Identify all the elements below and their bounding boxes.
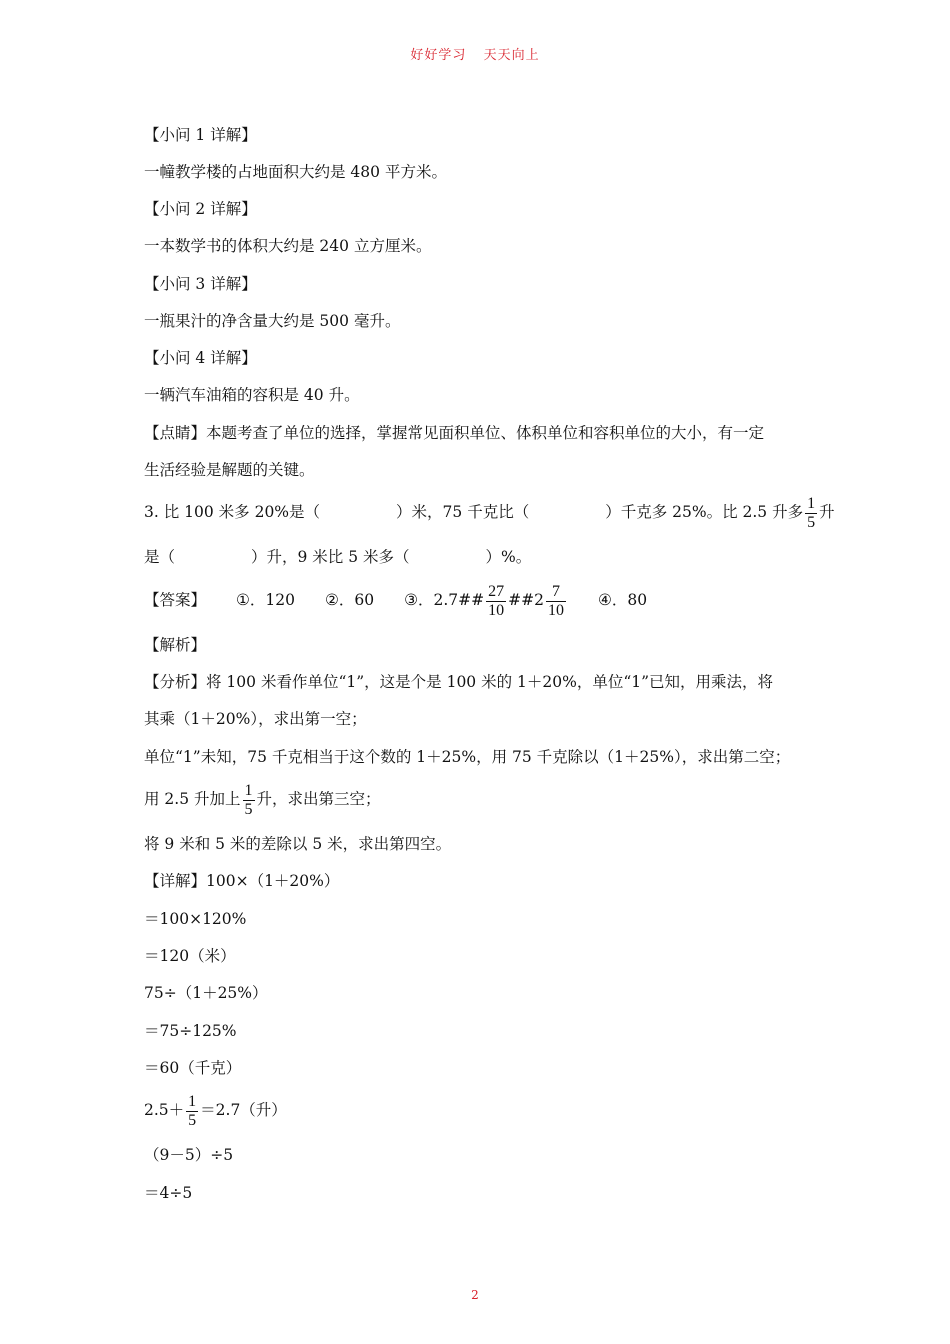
analysis-line4-b: 升，求出第三空；	[256, 790, 381, 808]
detail-line-3: ＝120（米）	[144, 947, 236, 965]
detail-line7-b: ＝2.7（升）	[200, 1101, 287, 1119]
comment-line-2: 生活经验是解题的关键。	[144, 461, 315, 479]
detail-line-2: ＝100×120%	[144, 910, 247, 928]
analysis-line-3: 单位“1”未知，75 千克相当于这个数的 1＋25%，用 75 千克除以（1＋25%），求出第二空；	[144, 748, 791, 766]
fraction-denominator: 10	[548, 601, 564, 619]
q4-text: 一辆汽车油箱的容积是 40 升。	[144, 386, 360, 404]
answer-line	[144, 580, 647, 620]
fraction-numerator: 1	[188, 1092, 197, 1110]
page-number: 2	[471, 1288, 479, 1302]
answer-3-mid: ##2	[508, 591, 544, 609]
detail-line-9: ＝4÷5	[144, 1184, 193, 1202]
header-left-text: 好好学习	[410, 48, 467, 63]
detail-line7-a: 2.5＋	[144, 1101, 185, 1119]
fraction-numerator: 1	[807, 494, 816, 512]
fraction-one-fifth	[186, 1093, 198, 1130]
fraction-7-10	[546, 583, 566, 620]
answer-3-prefix: ③．2.7##	[404, 591, 485, 609]
fraction-denominator: 5	[244, 800, 253, 818]
fraction-denominator: 10	[488, 601, 505, 619]
header-right-text: 天天向上	[483, 48, 540, 63]
analysis-line-4	[144, 779, 381, 819]
problem3-part-b: ）米，75 千克比（	[396, 503, 530, 521]
problem3-part-c: ）千克多 25%。比 2.5 升多	[605, 503, 804, 521]
page-header	[0, 44, 950, 63]
q1-title: 【小问 1 详解】	[144, 126, 257, 144]
fraction-27-10	[486, 583, 506, 620]
problem3-part-a: 3. 比 100 米多 20%是（	[144, 503, 321, 521]
answer-label: 【答案】	[144, 591, 207, 609]
q3-text: 一瓶果汁的净含量大约是 500 毫升。	[144, 312, 401, 330]
detail-line-8: （9－5）÷5	[144, 1146, 234, 1164]
analysis-line4-a: 用 2.5 升加上	[144, 790, 241, 808]
detail-line-4: 75÷（1＋25%）	[144, 984, 268, 1002]
problem3-line-2	[144, 546, 531, 568]
fraction-one-fifth	[805, 495, 817, 532]
problem3-line2-b: ）升，9 米比 5 米多（	[251, 548, 410, 566]
problem3-line2-a: 是（	[144, 548, 176, 566]
analysis-line-2: 其乘（1＋20%），求出第一空；	[144, 710, 367, 728]
fraction-numerator: 7	[546, 583, 566, 602]
detail-line-5: ＝75÷125%	[144, 1022, 237, 1040]
problem3-line-1	[144, 492, 835, 532]
answer-2: ②．60	[325, 591, 375, 609]
detail-line-1: 【详解】100×（1＋20%）	[144, 872, 340, 890]
answer-1: ①．120	[236, 591, 295, 609]
q1-text: 一幢教学楼的占地面积大约是 480 平方米。	[144, 163, 447, 181]
problem3-part-d: 升	[819, 503, 835, 521]
detail-line-7	[144, 1090, 287, 1130]
analysis-line-1: 【分析】将 100 米看作单位“1”，这是个是 100 米的 1＋20%，单位“1”已知，用乘法，将	[144, 673, 774, 691]
answer-4: ④．80	[598, 591, 648, 609]
q2-text: 一本数学书的体积大约是 240 立方厘米。	[144, 237, 432, 255]
fraction-denominator: 5	[188, 1111, 197, 1129]
problem3-line2-c: ）%。	[485, 548, 532, 566]
q4-title: 【小问 4 详解】	[144, 349, 257, 367]
fraction-denominator: 5	[807, 513, 816, 531]
comment-line-1: 【点睛】本题考查了单位的选择，掌握常见面积单位、体积单位和容积单位的大小，有一定	[144, 424, 765, 442]
q2-title: 【小问 2 详解】	[144, 200, 257, 218]
analysis-line-5: 将 9 米和 5 米的差除以 5 米，求出第四空。	[144, 835, 452, 853]
analysis-label: 【解析】	[144, 636, 207, 654]
q3-title: 【小问 3 详解】	[144, 275, 257, 293]
fraction-numerator: 1	[244, 781, 253, 799]
detail-line-6: ＝60（千克）	[144, 1059, 242, 1077]
fraction-numerator: 27	[488, 582, 505, 600]
fraction-one-fifth	[243, 782, 255, 819]
